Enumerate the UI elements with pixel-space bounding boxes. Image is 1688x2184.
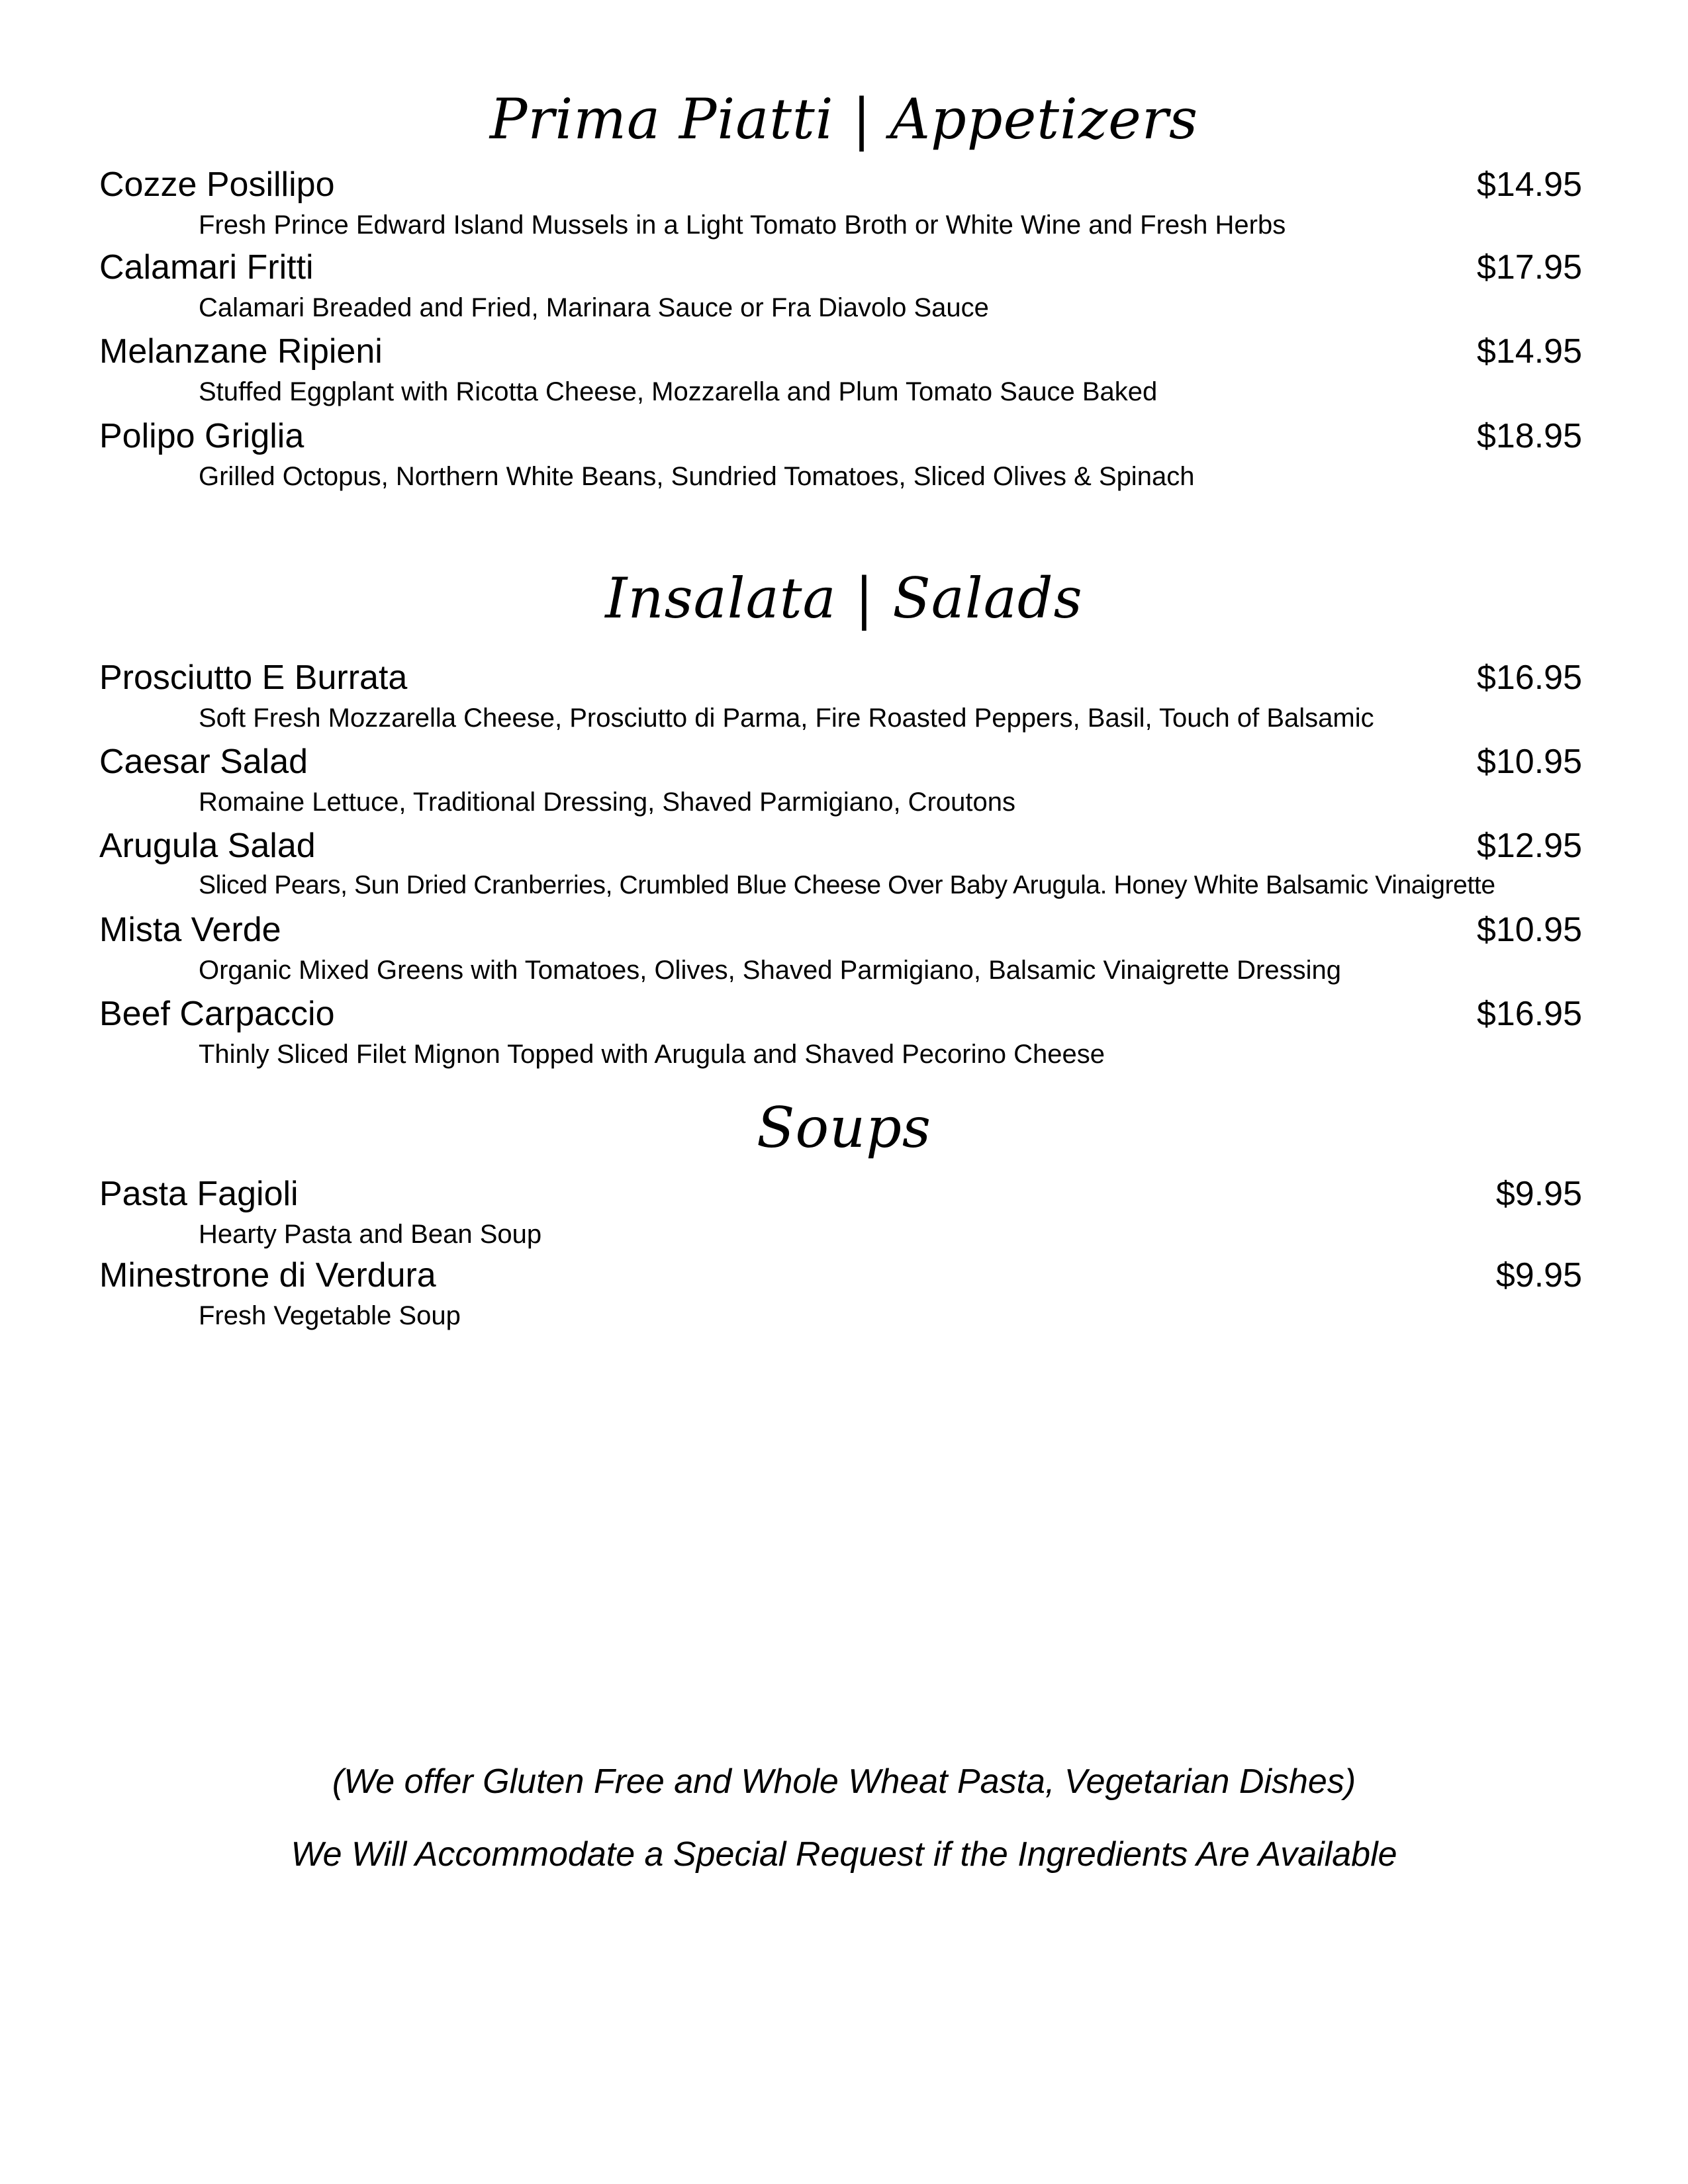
item-name: Calamari Fritti: [99, 248, 314, 287]
menu-item-mista-verde: [99, 911, 1582, 986]
item-name: Minestrone di Verdura: [99, 1256, 436, 1295]
item-price: $10.95: [1476, 911, 1582, 949]
item-price: $18.95: [1476, 417, 1582, 455]
item-description: Thinly Sliced Filet Mignon Topped with Arugula and Shaved Pecorino Cheese: [199, 1039, 1105, 1069]
item-name: Mista Verde: [99, 911, 281, 949]
item-price: $10.95: [1476, 743, 1582, 781]
menu-item-minestrone-di-verdura: [99, 1256, 1582, 1332]
menu-item-calamari-fritti: [99, 248, 1582, 324]
item-description: Sliced Pears, Sun Dried Cranberries, Crumbled Blue Cheese Over Baby Arugula. Honey White Balsamic Vinaigrette: [199, 870, 1495, 899]
item-name: Polipo Griglia: [99, 417, 305, 455]
item-description: Romaine Lettuce, Traditional Dressing, Shaved Parmigiano, Croutons: [199, 787, 1015, 817]
item-price: $9.95: [1495, 1256, 1582, 1295]
item-price: $14.95: [1476, 165, 1582, 204]
item-description: Calamari Breaded and Fried, Marinara Sauce or Fra Diavolo Sauce: [199, 293, 989, 322]
item-description: Grilled Octopus, Northern White Beans, Sundried Tomatoes, Sliced Olives & Spinach: [199, 461, 1195, 491]
item-name: Cozze Posillipo: [99, 165, 335, 204]
item-name: Pasta Fagioli: [99, 1175, 299, 1213]
item-price: $12.95: [1476, 827, 1582, 865]
menu-item-caesar-salad: [99, 743, 1582, 818]
gluten-free-note: (We offer Gluten Free and Whole Wheat Pasta, Vegetarian Dishes): [332, 1762, 1356, 1801]
item-price: $16.95: [1476, 995, 1582, 1033]
item-description: Hearty Pasta and Bean Soup: [199, 1219, 542, 1249]
item-name: Caesar Salad: [99, 743, 308, 781]
menu-item-beef-carpaccio: [99, 995, 1582, 1070]
section-title-salads: Insalata | Salads: [605, 566, 1083, 631]
item-price: $17.95: [1476, 248, 1582, 287]
menu-item-cozze-posillipo: [99, 165, 1582, 241]
item-description: Organic Mixed Greens with Tomatoes, Olives, Shaved Parmigiano, Balsamic Vinaigrette Dressing: [199, 955, 1341, 985]
menu-item-polipo-griglia: [99, 417, 1582, 492]
item-name: Arugula Salad: [99, 827, 316, 865]
item-price: $16.95: [1476, 659, 1582, 697]
item-price: $14.95: [1476, 332, 1582, 371]
item-name: Beef Carpaccio: [99, 995, 335, 1033]
section-title-soups: Soups: [756, 1095, 932, 1160]
menu-item-pasta-fagioli: [99, 1175, 1582, 1250]
item-description: Stuffed Eggplant with Ricotta Cheese, Mozzarella and Plum Tomato Sauce Baked: [199, 377, 1158, 406]
item-description: Fresh Prince Edward Island Mussels in a Light Tomato Broth or White Wine and Fresh Herbs: [199, 210, 1286, 240]
item-name: Melanzane Ripieni: [99, 332, 383, 371]
special-request-note: We Will Accommodate a Special Request if the Ingredients Are Available: [291, 1835, 1397, 1874]
section-title-appetizers: Prima Piatti | Appetizers: [489, 87, 1199, 152]
menu-item-prosciutto-e-burrata: [99, 659, 1582, 734]
item-price: $9.95: [1495, 1175, 1582, 1213]
menu-item-arugula-salad: [99, 827, 1582, 901]
item-name: Prosciutto E Burrata: [99, 659, 408, 697]
item-description: Fresh Vegetable Soup: [199, 1300, 461, 1330]
menu-item-melanzane-ripieni: [99, 332, 1582, 408]
item-description: Soft Fresh Mozzarella Cheese, Prosciutto di Parma, Fire Roasted Peppers, Basil, Touch of Balsamic: [199, 703, 1374, 733]
